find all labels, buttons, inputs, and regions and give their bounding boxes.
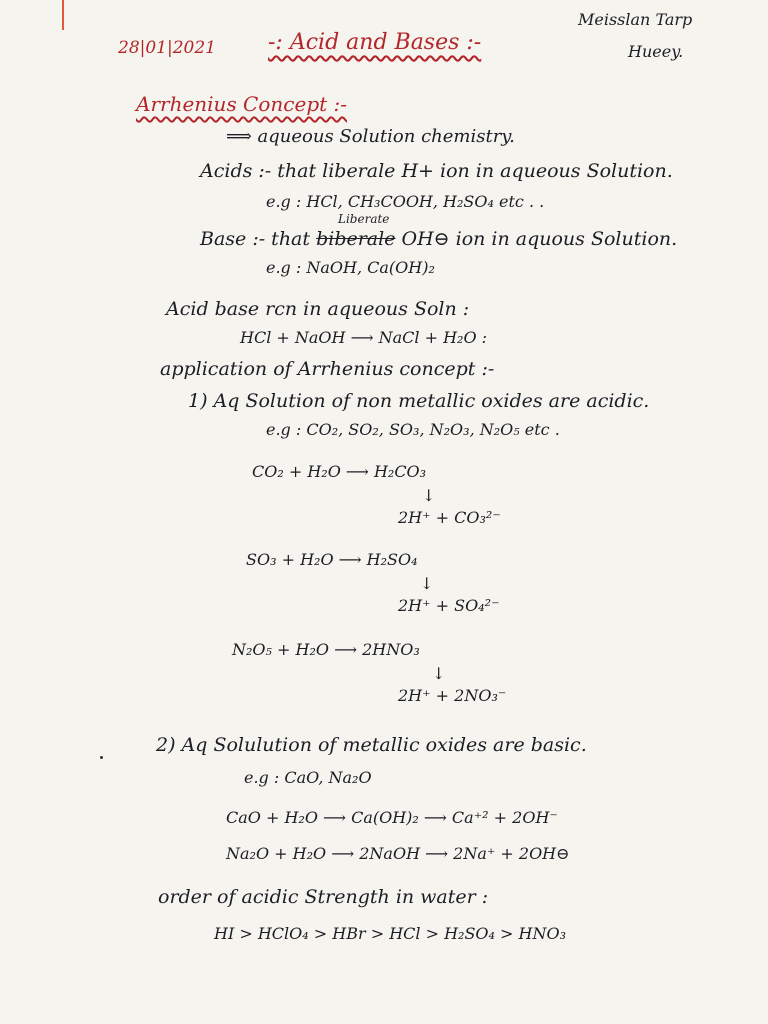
application-point-1-example: e.g : CO₂, SO₂, SO₃, N₂O₃, N₂O₅ etc .: [266, 420, 560, 439]
arrow-down-icon: ↓: [420, 574, 434, 593]
base-example: e.g : NaOH, Ca(OH)₂: [266, 258, 435, 277]
equation-co2-result: 2H⁺ + CO₃²⁻: [398, 508, 501, 527]
equation-n2o5-result: 2H⁺ + 2NO₃⁻: [398, 686, 507, 705]
base-definition: [200, 228, 677, 250]
margin-line: [62, 0, 64, 30]
struck-word: biberale: [316, 228, 396, 250]
base-suffix: OH⊖ ion in aquous Solution.: [401, 228, 678, 250]
page-title: -: Acid and Bases :-: [268, 30, 482, 55]
section-heading-arrhenius: Arrhenius Concept :-: [136, 92, 348, 116]
equation-na2o: Na₂O + H₂O ⟶ 2NaOH ⟶ 2Na⁺ + 2OH⊖: [226, 844, 570, 863]
application-point-2-example: e.g : CaO, Na₂O: [244, 768, 372, 787]
order-heading: order of acidic Strength in water :: [158, 886, 489, 908]
equation-cao: CaO + H₂O ⟶ Ca(OH)₂ ⟶ Ca⁺² + 2OH⁻: [226, 808, 558, 827]
acid-strength-series: HI > HClO₄ > HBr > HCl > H₂SO₄ > HNO₃: [214, 924, 567, 943]
reaction-equation: HCl + NaOH ⟶ NaCl + H₂O :: [240, 328, 488, 347]
note-line: ⟹ aqueous Solution chemistry.: [226, 126, 515, 147]
ink-dot: [100, 756, 103, 759]
arrow-down-icon: ↓: [432, 664, 446, 683]
date: 28|01|2021: [118, 38, 216, 58]
equation-n2o5: N₂O₅ + H₂O ⟶ 2HNO₃: [232, 640, 420, 659]
equation-so3: SO₃ + H₂O ⟶ H₂SO₄: [246, 550, 418, 569]
acids-definition: Acids :- that liberale H+ ion in aqueous Solution.: [200, 160, 673, 182]
equation-so3-result: 2H⁺ + SO₄²⁻: [398, 596, 500, 615]
reaction-heading: Acid base rcn in aqueous Soln :: [166, 298, 470, 320]
application-heading: application of Arrhenius concept :-: [160, 358, 495, 380]
application-point-2: 2) Aq Solulution of metallic oxides are basic.: [156, 734, 587, 756]
equation-co2: CO₂ + H₂O ⟶ H₂CO₃: [252, 462, 427, 481]
author-name-second: Hueey.: [628, 42, 684, 61]
author-name: Meisslan Tarp: [578, 10, 693, 29]
correction-note: Liberate: [338, 212, 390, 226]
application-point-1: 1) Aq Solution of non metallic oxides are acidic.: [188, 390, 650, 412]
base-prefix: Base :- that: [200, 228, 311, 250]
arrow-down-icon: ↓: [422, 486, 436, 505]
acids-example: e.g : HCl, CH₃COOH, H₂SO₄ etc . .: [266, 192, 545, 211]
